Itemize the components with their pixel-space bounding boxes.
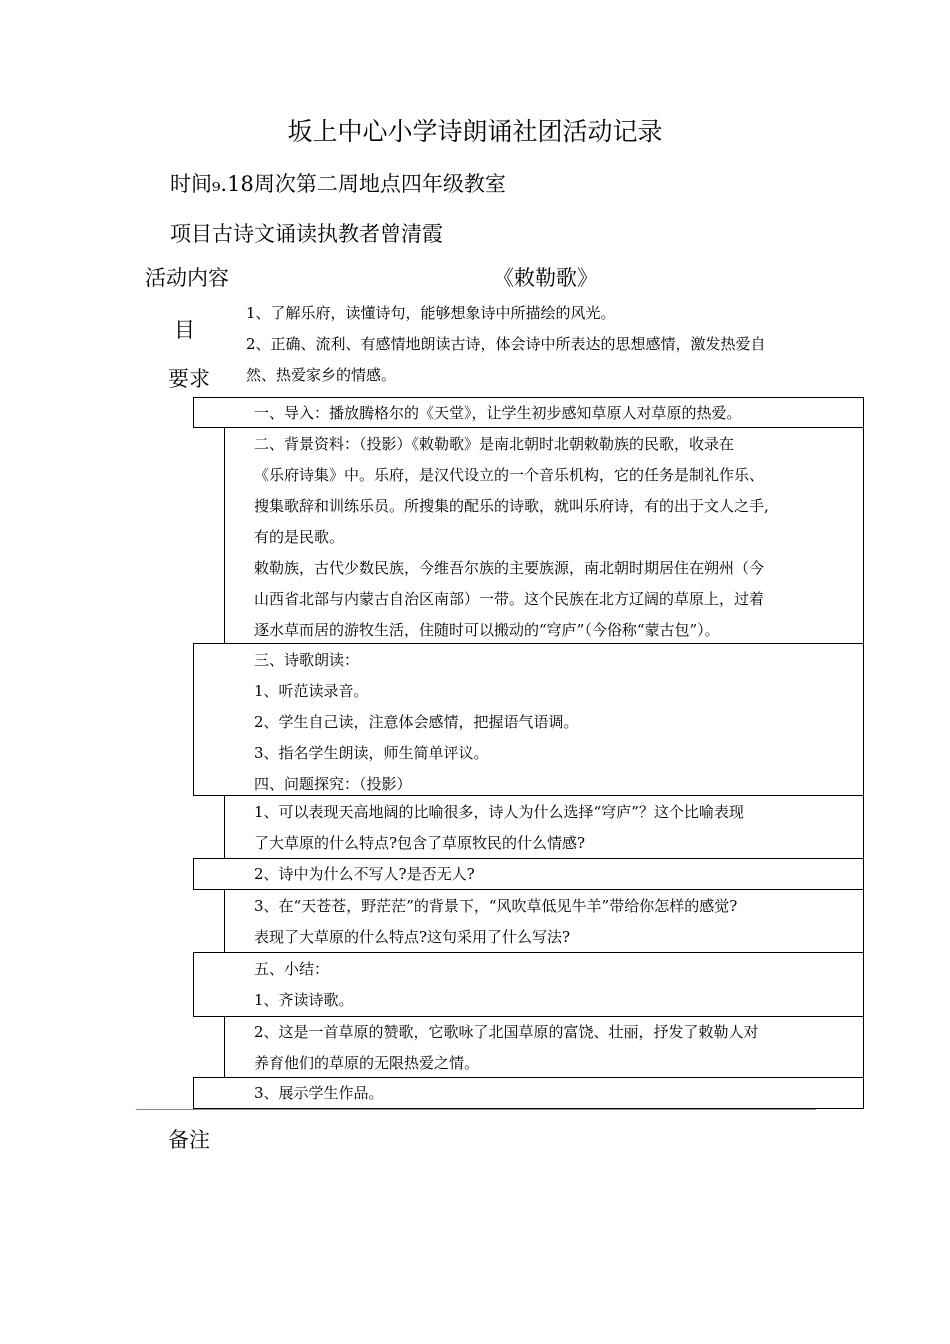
activity-content: 《敕勒歌》 <box>493 266 598 290</box>
process-line: 三、诗歌朗读： <box>254 651 360 669</box>
process-cell-question-1 <box>254 797 842 859</box>
process-cell-background <box>254 429 842 646</box>
process-line: 1、可以表现天高地阔的比喻很多，诗人为什么选择“穹庐”？这个比喻表现 <box>254 803 744 821</box>
divider-line <box>136 1109 816 1110</box>
process-cell-summary-2 <box>254 1017 842 1079</box>
process-line: 逐水草而居的游牧生活，住随时可以搬动的“穹庐”（今俗称“蒙古包”）。 <box>254 621 720 639</box>
process-cell-question-2 <box>254 859 842 890</box>
process-line: 二、背景资料：（投影）《敕勒歌》是南北朝时北朝敕勒族的民歌，收录在 <box>254 435 735 453</box>
meta-time-place: 时间₉.18周次第二周地点四年级教室 <box>170 172 506 196</box>
process-cell-works <box>254 1078 842 1109</box>
process-line: 2、这是一首草原的赞歌，它歌咏了北国草原的富饶、壮丽，抒发了敕勒人对 <box>254 1023 759 1041</box>
objective-line: 2、正确、流利、有感情地朗读古诗，体会诗中所表达的思想感情，激发热爱自 <box>246 335 766 353</box>
process-line: 四、问题探究：（投影） <box>254 775 412 793</box>
process-line: 3、展示学生作品。 <box>254 1084 384 1102</box>
process-line: 1、齐读诗歌。 <box>254 991 354 1009</box>
objectives-text <box>246 298 842 391</box>
process-line: 有的是民歌。 <box>254 528 345 546</box>
process-line: 表现了大草原的什么特点?这句采用了什么写法? <box>254 928 571 946</box>
process-line: 3、在“天苍苍，野茫茫”的背景下，“风吹草低见牛羊”带给你怎样的感觉? <box>254 897 738 915</box>
remarks-label: 备注 <box>168 1128 210 1152</box>
process-line: 2、诗中为什么不写人?是否无人? <box>254 865 475 883</box>
objectives-label-2: 要求 <box>168 367 210 391</box>
process-cell-reading <box>254 645 842 800</box>
process-cell-summary <box>254 954 842 1016</box>
process-line: 养育他们的草原的无限热爱之情。 <box>254 1054 480 1072</box>
meta-project-teacher: 项目古诗文诵读执教者曾清霞 <box>170 222 443 246</box>
process-line: 敕勒族，古代少数民族，今维吾尔族的主要族源，南北朝时期居住在朔州（今 <box>254 559 765 577</box>
page-title: 坂上中心小学诗朗诵社团活动记录 <box>287 117 663 146</box>
process-line: 五、小结： <box>254 960 330 978</box>
process-line: 搜集歌辞和训练乐员。所搜集的配乐的诗歌，就叫乐府诗，有的出于文人之手, <box>254 497 769 515</box>
process-line: 1、听范读录音。 <box>254 682 369 700</box>
process-line: 《乐府诗集》中。乐府，是汉代设立的一个音乐机构，它的任务是制礼作乐、 <box>254 466 765 484</box>
objective-line: 然、热爱家乡的情感。 <box>246 366 397 384</box>
process-line: 山西省北部与内蒙古自治区南部）一带。这个民族在北方辽阔的草原上，过着 <box>254 590 765 608</box>
process-line: 2、学生自己读，注意体会感情，把握语气语调。 <box>254 713 579 731</box>
process-line: 了大草原的什么特点?包含了草原牧民的什么情感? <box>254 834 586 852</box>
process-line: 3、指名学生朗读，师生简单评议。 <box>254 744 489 762</box>
process-cell-question-3 <box>254 891 842 953</box>
objective-line: 1、了解乐府，读懂诗句，能够想象诗中所描绘的风光。 <box>246 304 616 322</box>
activity-label: 活动内容 <box>145 266 229 290</box>
process-cell-intro <box>254 398 842 429</box>
process-line: 一、导入：播放腾格尔的《天堂》，让学生初步感知草原人对草原的热爱。 <box>254 404 742 422</box>
objectives-label-1: 目 <box>174 318 195 342</box>
